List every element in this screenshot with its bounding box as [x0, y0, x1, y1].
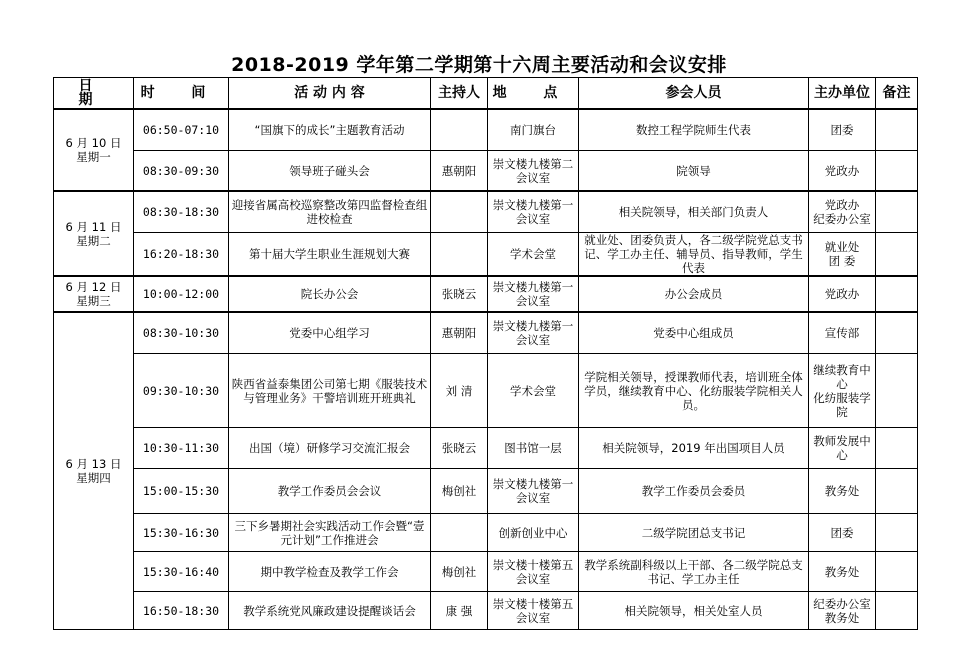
header-note: 备注 [876, 78, 918, 110]
cell-attendees: 二级学院团总支书记 [579, 514, 809, 552]
cell-place: 创新创业中心 [488, 514, 579, 552]
weekday-label: 星期二 [76, 233, 111, 248]
cell-note [876, 592, 918, 630]
cell-time: 08:30-10:30 [134, 312, 229, 354]
date-label: 6 月 10 日 [65, 136, 122, 150]
header-date: 日 期 [54, 78, 134, 110]
cell-attendees: 相关院领导，相关部门负责人 [579, 191, 809, 233]
cell-content: 院长办公会 [229, 276, 431, 312]
cell-attendees: 教学系统副科级以上干部、各二级学院总支书记、学工办主任 [579, 552, 809, 592]
cell-time: 15:30-16:30 [134, 514, 229, 552]
cell-content: 教学系统党风廉政建设提醒谈话会 [229, 592, 431, 630]
cell-note [876, 191, 918, 233]
cell-time: 16:50-18:30 [134, 592, 229, 630]
cell-place: 崇文楼十楼第五会议室 [488, 552, 579, 592]
cell-attendees: 就业处、团委负责人，各二级学院党总支书记、学工办主任、辅导员、指导教师，学生代表 [579, 233, 809, 277]
cell-place: 崇文楼九楼第一会议室 [488, 191, 579, 233]
table-row [54, 191, 918, 233]
cell-organizer: 教务处 [809, 552, 876, 592]
cell-content: “国旗下的成长”主题教育活动 [229, 109, 431, 151]
cell-attendees: 学院相关领导，授课教师代表，培训班全体学员，继续教育中心、化纺服装学院相关人员。 [579, 354, 809, 428]
cell-host: 梅创社 [431, 469, 488, 514]
cell-content: 陕西省益泰集团公司第七期《服装技术与管理业务》干警培训班开班典礼 [229, 354, 431, 428]
cell-note [876, 312, 918, 354]
cell-organizer: 党政办 [809, 276, 876, 312]
cell-note [876, 233, 918, 277]
cell-note [876, 276, 918, 312]
table-row [54, 428, 918, 469]
cell-date [54, 276, 134, 312]
table-row [54, 233, 918, 277]
cell-time: 08:30-09:30 [134, 151, 229, 192]
cell-place: 崇文楼九楼第一会议室 [488, 469, 579, 514]
cell-time: 09:30-10:30 [134, 354, 229, 428]
date-label: 6 月 13 日 [65, 457, 122, 471]
cell-place: 崇文楼十楼第五会议室 [488, 592, 579, 630]
weekday-label: 星期三 [76, 294, 111, 308]
cell-organizer: 教师发展中心 [809, 428, 876, 469]
header-attendees: 参会人员 [579, 78, 809, 110]
cell-organizer: 宣传部 [809, 312, 876, 354]
header-organizer: 主办单位 [809, 78, 876, 110]
cell-attendees: 办公会成员 [579, 276, 809, 312]
cell-attendees: 党委中心组成员 [579, 312, 809, 354]
cell-attendees: 相关院领导，2019 年出国项目人员 [579, 428, 809, 469]
cell-time: 16:20-18:30 [134, 233, 229, 277]
cell-time: 10:00-12:00 [134, 276, 229, 312]
cell-organizer: 继续教育中心 化纺服装学院 [809, 354, 876, 428]
cell-note [876, 469, 918, 514]
cell-time: 06:50-07:10 [134, 109, 229, 151]
table-row [54, 354, 918, 428]
header-content: 活 动 内 容 [229, 78, 431, 110]
date-label: 6 月 11 日 [65, 219, 122, 234]
cell-place: 学术会堂 [488, 233, 579, 277]
cell-content: 出国（境）研修学习交流汇报会 [229, 428, 431, 469]
cell-note [876, 514, 918, 552]
cell-organizer: 党政办 纪委办公室 [809, 191, 876, 233]
table-row [54, 276, 918, 312]
cell-place: 崇文楼九楼第一会议室 [488, 276, 579, 312]
cell-organizer: 纪委办公室 教务处 [809, 592, 876, 630]
cell-date [54, 312, 134, 630]
cell-date [54, 191, 134, 276]
page-title: 2018-2019 学年第二学期第十六周主要活动和会议安排 [231, 54, 727, 76]
cell-attendees: 院领导 [579, 151, 809, 192]
cell-place: 学术会堂 [488, 354, 579, 428]
cell-organizer: 团委 [809, 109, 876, 151]
cell-place: 图书馆一层 [488, 428, 579, 469]
table-header-row [54, 78, 918, 110]
cell-time: 15:30-16:40 [134, 552, 229, 592]
cell-time: 15:00-15:30 [134, 469, 229, 514]
cell-organizer: 就业处 团 委 [809, 233, 876, 277]
header-place: 地 点 [488, 78, 579, 110]
cell-host: 惠朝阳 [431, 151, 488, 192]
cell-organizer: 团委 [809, 514, 876, 552]
cell-host [431, 514, 488, 552]
header-host: 主持人 [431, 78, 488, 110]
cell-time: 08:30-18:30 [134, 191, 229, 233]
cell-host: 张晓云 [431, 276, 488, 312]
cell-content: 三下乡暑期社会实践活动工作会暨“壹元计划”工作推进会 [229, 514, 431, 552]
cell-host [431, 233, 488, 277]
cell-host [431, 109, 488, 151]
cell-note [876, 151, 918, 192]
cell-place: 南门旗台 [488, 109, 579, 151]
cell-attendees: 数控工程学院师生代表 [579, 109, 809, 151]
cell-host: 张晓云 [431, 428, 488, 469]
cell-content: 期中教学检查及教学工作会 [229, 552, 431, 592]
cell-date [54, 109, 134, 191]
table-row [54, 552, 918, 592]
cell-attendees: 相关院领导，相关处室人员 [579, 592, 809, 630]
cell-note [876, 354, 918, 428]
cell-organizer: 党政办 [809, 151, 876, 192]
cell-host: 刘 清 [431, 354, 488, 428]
cell-host: 惠朝阳 [431, 312, 488, 354]
cell-time: 10:30-11:30 [134, 428, 229, 469]
cell-content: 教学工作委员会会议 [229, 469, 431, 514]
weekday-label: 星期一 [76, 150, 111, 164]
table-row [54, 469, 918, 514]
cell-content: 迎接省属高校巡察整改第四监督检查组进校检查 [229, 191, 431, 233]
date-label: 6 月 12 日 [65, 280, 122, 294]
cell-content: 第十届大学生职业生涯规划大赛 [229, 233, 431, 277]
header-time: 时 间 [134, 78, 229, 110]
cell-place: 崇文楼九楼第二会议室 [488, 151, 579, 192]
cell-note [876, 109, 918, 151]
cell-note [876, 552, 918, 592]
cell-content: 党委中心组学习 [229, 312, 431, 354]
table-row [54, 312, 918, 354]
table-row [54, 514, 918, 552]
cell-content: 领导班子碰头会 [229, 151, 431, 192]
schedule-table [53, 77, 918, 630]
table-row [54, 109, 918, 151]
cell-note [876, 428, 918, 469]
cell-place: 崇文楼九楼第一会议室 [488, 312, 579, 354]
table-row [54, 592, 918, 630]
cell-host: 康 强 [431, 592, 488, 630]
cell-organizer: 教务处 [809, 469, 876, 514]
cell-host [431, 191, 488, 233]
weekday-label: 星期四 [76, 471, 111, 485]
cell-host: 梅创社 [431, 552, 488, 592]
table-row [54, 151, 918, 192]
cell-attendees: 教学工作委员会委员 [579, 469, 809, 514]
